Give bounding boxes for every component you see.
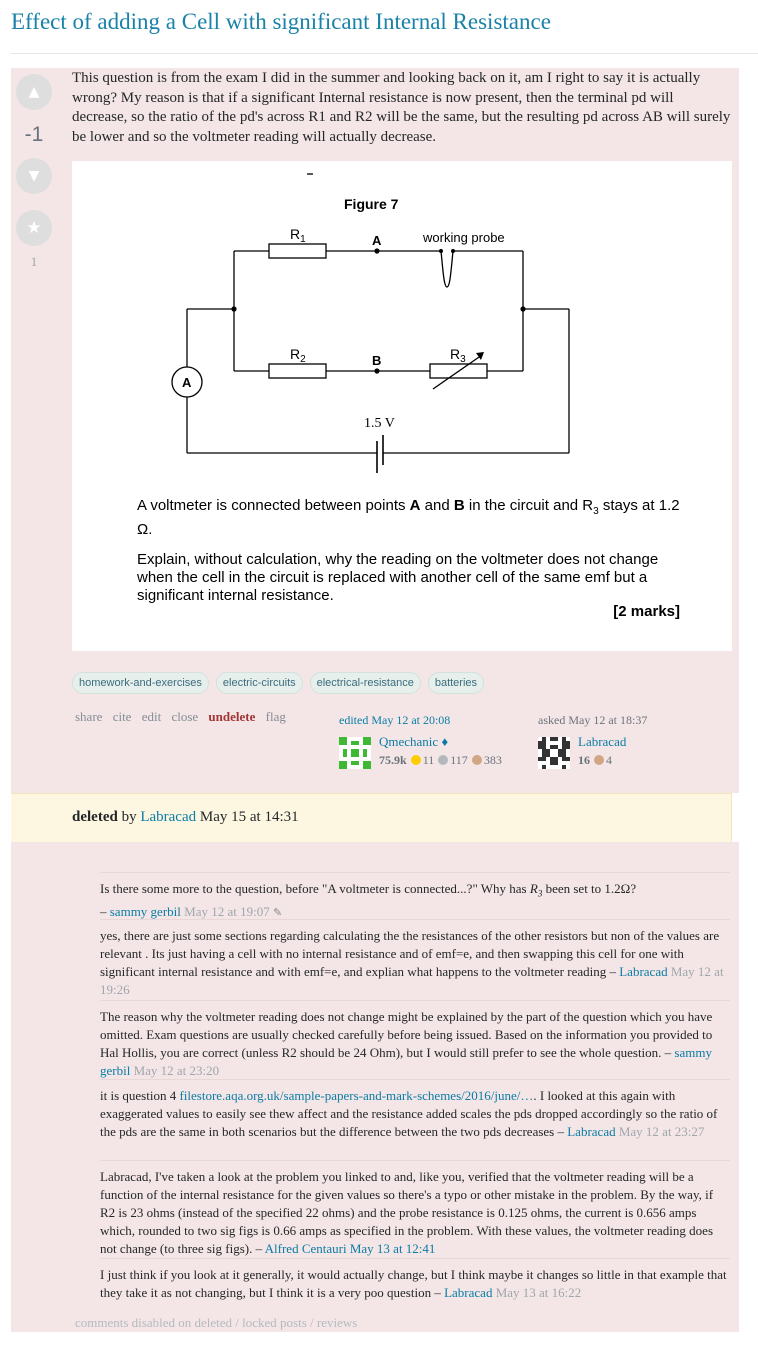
- bronze-badge-icon: [594, 755, 604, 765]
- comment-user[interactable]: Alfred Centauri: [264, 1241, 347, 1256]
- comment-date[interactable]: May 13 at 12:41: [349, 1241, 436, 1256]
- tag-list: [72, 672, 487, 694]
- question-title[interactable]: Effect of adding a Cell with significant Internal Resistance: [11, 9, 551, 34]
- figure-marks: [2 marks]: [613, 603, 680, 620]
- flag-link[interactable]: flag: [265, 709, 286, 724]
- comment-user[interactable]: sammy gerbil: [109, 903, 181, 919]
- favorite-button[interactable]: [16, 210, 52, 246]
- comment-item: The reason why the voltmeter reading does not change might be explained by the part of the question which you have omitted. Exam questions are usually checked carefully before being issued. Based on the information you provided to Hal Hollis, you are correct (unless R2 should be 24 Ohm), but I would still prefer to see the whole question. – sammy gerbil May 12 at 23:20: [100, 1000, 730, 1080]
- asker-avatar[interactable]: [538, 737, 570, 769]
- ammeter-label: A: [182, 375, 192, 390]
- comment-date[interactable]: May 12 at 23:27: [618, 1124, 705, 1139]
- comment-date[interactable]: May 13 at 16:22: [495, 1285, 582, 1300]
- question-figure-image: [72, 161, 732, 651]
- editor-avatar[interactable]: [339, 737, 371, 769]
- comment-user[interactable]: Labracad: [444, 1285, 493, 1300]
- question-post: [11, 68, 739, 793]
- upvote-button[interactable]: [16, 74, 52, 110]
- comment-item: Labracad, I've taken a look at the problem you linked to and, like you, verified that the voltmeter reading will be a function of the internal resistance for the given values so there's a typo or other mistake in the problem. By the way, if R2 is 23 ohms (instead of the specified 22 ohms) and the probe resistance is 0.125 ohms, the current is 0.656 amps which, rounded to two sig figs is 0.66 amps as specified in the problem. With these values, the voltmeter reading does not change (to three sig figs). – Alfred Centauri May 13 at 12:41: [100, 1160, 730, 1258]
- bronze-badge-icon: [472, 755, 482, 765]
- comment-user[interactable]: Labracad: [567, 1124, 616, 1139]
- voltage-label: 1.5 V: [364, 416, 395, 431]
- comment-link[interactable]: filestore.aqa.org.uk/sample-papers-and-mark-schemes/2016/june/…: [179, 1088, 534, 1103]
- comment-list: [11, 842, 739, 1332]
- figure-question-text-1: A voltmeter is connected between points A and B in the circuit and $R_3$ stays at 1.2 Ω.: [137, 497, 680, 538]
- asker-name[interactable]: Labracad: [578, 734, 627, 749]
- deleted-label: deleted: [72, 809, 118, 825]
- deleted-by-label: by: [121, 809, 137, 825]
- point-b-label: B: [372, 353, 382, 368]
- editor-name[interactable]: Qmechanic ♦: [379, 734, 449, 749]
- question-body: This question is from the exam I did in the summer and looking back on it, am I right to say it is actually wrong? My reason is that if a significant Internal resistance is now present, then the terminal pd will decrease, so the ratio of the pd's across R1 and R2 will be the same, but the resulting pd across AB will surely be lower and so the voltmeter reading will actually decrease.: [72, 70, 731, 145]
- deleted-notice: [11, 793, 732, 843]
- point-a-label: A: [372, 233, 382, 248]
- figure-question-text-2: Explain, without calculation, why the reading on the voltmeter does not change when the cell in the circuit is replaced with another cell of the same emf but a significant internal resistance.: [137, 551, 659, 604]
- post-menu: [75, 709, 293, 725]
- downvote-button[interactable]: [16, 158, 52, 194]
- comment-item: Is there some more to the question, before "A voltmeter is connected...?" Why has $R_3$ been set to 1.2Ω? – sammy gerbil May 12 at 19:07 ✎: [100, 872, 730, 922]
- star-icon: ★: [26, 218, 42, 238]
- edited-date-link[interactable]: edited May 12 at 20:08: [339, 713, 451, 727]
- comment-user[interactable]: sammy gerbil: [100, 1045, 712, 1078]
- r1-label: $R_1$: [290, 226, 306, 245]
- deleted-date: May 15 at 14:31: [199, 809, 299, 825]
- vote-column: [16, 74, 52, 270]
- comment-item: it is question 4 filestore.aqa.org.uk/sample-papers-and-mark-schemes/2016/june/…. I looked at this again with exaggerated values to easily see thew affect and the resistance added scales the pds dropped accordingly so the ratio of the pds are the same in both scenarios but the difference between the two pds decreases – Labracad May 12 at 23:27: [100, 1079, 730, 1141]
- vote-score: -1: [24, 123, 44, 146]
- tag[interactable]: electric-circuits: [216, 672, 303, 694]
- close-link[interactable]: close: [171, 709, 199, 724]
- comment-item: I just think if you look at it generally, it would actually change, but I think maybe it changes so little in that example that they take it as not changing, but I think it is a very poo question – Labracad May 13 at 16:22: [100, 1258, 730, 1302]
- edit-pencil-icon: ✎: [272, 905, 283, 919]
- downvote-icon: ▼: [28, 168, 40, 184]
- comment-item: yes, there are just some sections regarding calculating the the resistances of the other resistors but non of the values are relevant . Its just having a cell with no internal resistance and of emf=e, and then swapping this cell for one with significant internal resistance and with emf=e, and explian what happens to the voltmeter reading – Labracad May 12 at 19:26: [100, 919, 730, 999]
- edit-link[interactable]: edit: [141, 709, 162, 724]
- editor-reputation: 75.9k 11 117 383: [379, 753, 502, 767]
- tag[interactable]: homework-and-exercises: [72, 672, 209, 694]
- comment-date[interactable]: May 12 at 19:26: [100, 964, 724, 997]
- comment-date[interactable]: May 12 at 19:07: [184, 903, 270, 919]
- figure-caption: Figure 7: [344, 196, 399, 212]
- asked-date: asked May 12 at 18:37: [538, 713, 648, 727]
- math-r3: $R_3$: [529, 881, 543, 899]
- r2-label: $R_2$: [290, 346, 306, 365]
- asker-signature: [538, 713, 728, 773]
- deleted-by-user[interactable]: Labracad: [140, 809, 197, 825]
- comments-disabled-note: comments disabled on deleted / locked posts / reviews: [75, 1315, 358, 1330]
- silver-badge-icon: [438, 755, 448, 765]
- working-probe-label: working probe: [423, 230, 505, 245]
- cite-link[interactable]: cite: [112, 709, 132, 724]
- r3-label: $R_3$: [450, 346, 466, 365]
- tag[interactable]: batteries: [428, 672, 484, 694]
- undelete-link[interactable]: undelete: [208, 709, 256, 724]
- favorite-count: 1: [30, 254, 38, 269]
- editor-signature: [339, 713, 529, 773]
- comment-date[interactable]: May 12 at 23:20: [133, 1063, 220, 1078]
- tag[interactable]: electrical-resistance: [310, 672, 421, 694]
- share-link[interactable]: share: [75, 709, 103, 724]
- asker-reputation: 16 4: [578, 753, 612, 767]
- comment-user[interactable]: Labracad: [619, 964, 668, 979]
- title-divider: [11, 53, 758, 54]
- upvote-icon: ▲: [28, 84, 40, 100]
- gold-badge-icon: [411, 755, 421, 765]
